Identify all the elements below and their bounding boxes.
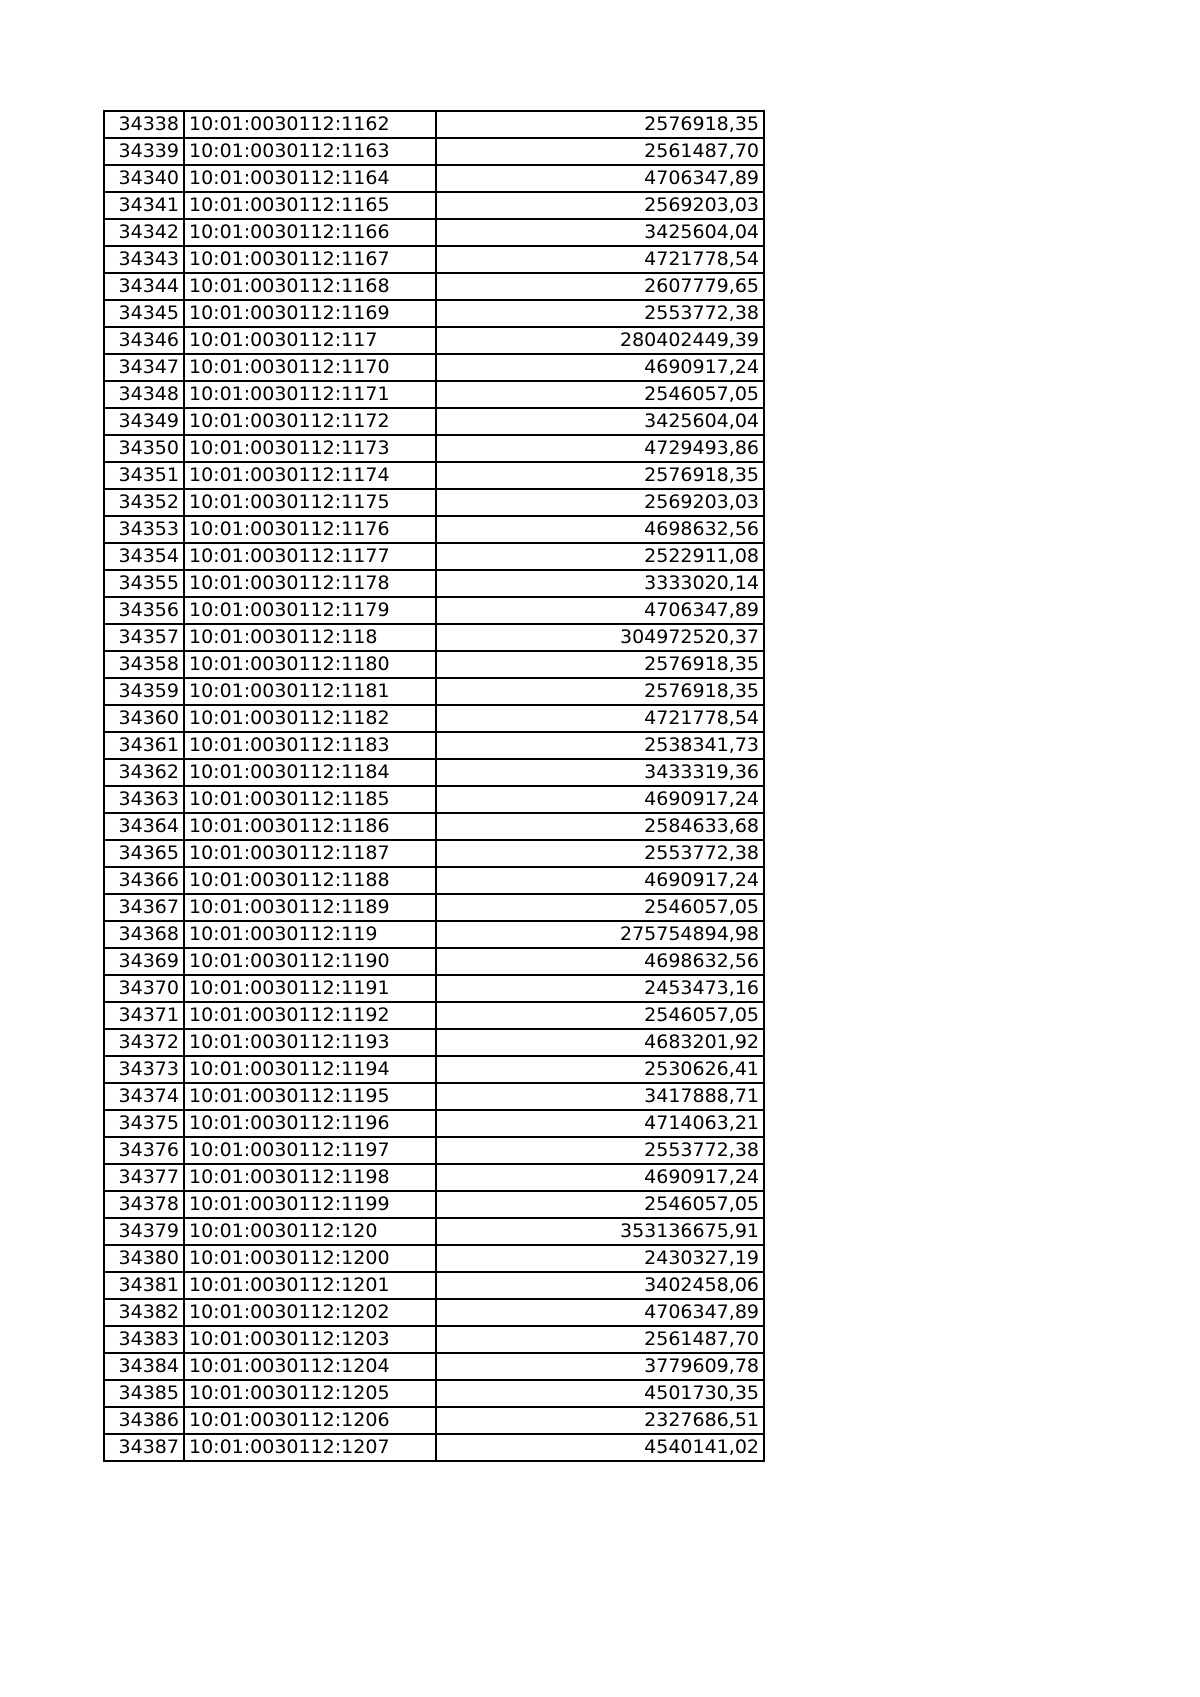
row-number-cell: 34342 (104, 219, 184, 246)
row-number-cell: 34364 (104, 813, 184, 840)
row-number-cell: 34363 (104, 786, 184, 813)
cadastral-value-cell: 3433319,36 (436, 759, 764, 786)
cadastral-number-cell: 10:01:0030112:1164 (184, 165, 436, 192)
row-number-cell: 34362 (104, 759, 184, 786)
cadastral-number-cell: 10:01:0030112:1193 (184, 1029, 436, 1056)
row-number-cell: 34354 (104, 543, 184, 570)
row-number-cell: 34385 (104, 1380, 184, 1407)
table-row (104, 138, 764, 165)
table-row (104, 246, 764, 273)
cadastral-number-cell: 10:01:0030112:1195 (184, 1083, 436, 1110)
cadastral-value-cell: 2546057,05 (436, 1191, 764, 1218)
cadastral-value-cell: 2538341,73 (436, 732, 764, 759)
table-row (104, 1191, 764, 1218)
cadastral-value-cell: 4540141,02 (436, 1434, 764, 1461)
cadastral-number-cell: 10:01:0030112:1198 (184, 1164, 436, 1191)
table-row (104, 894, 764, 921)
cadastral-value-cell: 2569203,03 (436, 489, 764, 516)
row-number-cell: 34379 (104, 1218, 184, 1245)
table-row (104, 678, 764, 705)
row-number-cell: 34346 (104, 327, 184, 354)
cadastral-value-cell: 4714063,21 (436, 1110, 764, 1137)
table-row (104, 597, 764, 624)
table-row (104, 732, 764, 759)
cadastral-number-cell: 10:01:0030112:117 (184, 327, 436, 354)
table-row (104, 435, 764, 462)
table-row (104, 1326, 764, 1353)
row-number-cell: 34344 (104, 273, 184, 300)
table-row (104, 786, 764, 813)
row-number-cell: 34356 (104, 597, 184, 624)
cadastral-value-cell: 2561487,70 (436, 1326, 764, 1353)
table-row (104, 1299, 764, 1326)
cadastral-value-cell: 2553772,38 (436, 1137, 764, 1164)
cadastral-value-cell: 4706347,89 (436, 597, 764, 624)
cadastral-number-cell: 10:01:0030112:1188 (184, 867, 436, 894)
row-number-cell: 34387 (104, 1434, 184, 1461)
cadastral-number-cell: 10:01:0030112:1184 (184, 759, 436, 786)
cadastral-value-cell: 3402458,06 (436, 1272, 764, 1299)
cadastral-number-cell: 10:01:0030112:1191 (184, 975, 436, 1002)
cadastral-number-cell: 10:01:0030112:1206 (184, 1407, 436, 1434)
cadastral-value-cell: 4706347,89 (436, 1299, 764, 1326)
cadastral-number-cell: 10:01:0030112:1185 (184, 786, 436, 813)
cadastral-value-cell: 280402449,39 (436, 327, 764, 354)
row-number-cell: 34366 (104, 867, 184, 894)
table-row (104, 165, 764, 192)
cadastral-number-cell: 10:01:0030112:1177 (184, 543, 436, 570)
table-row (104, 219, 764, 246)
cadastral-number-cell: 10:01:0030112:1175 (184, 489, 436, 516)
cadastral-number-cell: 10:01:0030112:1179 (184, 597, 436, 624)
cadastral-value-cell: 4690917,24 (436, 354, 764, 381)
row-number-cell: 34339 (104, 138, 184, 165)
table-row (104, 111, 764, 138)
cadastral-value-cell: 4690917,24 (436, 786, 764, 813)
table-row (104, 516, 764, 543)
table-row (104, 1110, 764, 1137)
row-number-cell: 34351 (104, 462, 184, 489)
cadastral-value-cell: 2546057,05 (436, 894, 764, 921)
row-number-cell: 34380 (104, 1245, 184, 1272)
table-row (104, 1353, 764, 1380)
cadastral-number-cell: 10:01:0030112:1182 (184, 705, 436, 732)
row-number-cell: 34374 (104, 1083, 184, 1110)
cadastral-number-cell: 10:01:0030112:1202 (184, 1299, 436, 1326)
table-row (104, 381, 764, 408)
row-number-cell: 34369 (104, 948, 184, 975)
row-number-cell: 34378 (104, 1191, 184, 1218)
cadastral-number-cell: 10:01:0030112:1192 (184, 1002, 436, 1029)
row-number-cell: 34383 (104, 1326, 184, 1353)
table-row (104, 1137, 764, 1164)
row-number-cell: 34357 (104, 624, 184, 651)
cadastral-value-cell: 353136675,91 (436, 1218, 764, 1245)
cadastral-number-cell: 10:01:0030112:1170 (184, 354, 436, 381)
cadastral-number-cell: 10:01:0030112:1167 (184, 246, 436, 273)
row-number-cell: 34368 (104, 921, 184, 948)
row-number-cell: 34384 (104, 1353, 184, 1380)
cadastral-value-cell: 2607779,65 (436, 273, 764, 300)
cadastral-value-cell: 2453473,16 (436, 975, 764, 1002)
cadastral-number-cell: 10:01:0030112:1189 (184, 894, 436, 921)
cadastral-value-cell: 3333020,14 (436, 570, 764, 597)
cadastral-number-cell: 10:01:0030112:119 (184, 921, 436, 948)
row-number-cell: 34361 (104, 732, 184, 759)
row-number-cell: 34355 (104, 570, 184, 597)
row-number-cell: 34360 (104, 705, 184, 732)
row-number-cell: 34370 (104, 975, 184, 1002)
row-number-cell: 34343 (104, 246, 184, 273)
table-row (104, 1083, 764, 1110)
cadastral-value-cell: 2576918,35 (436, 111, 764, 138)
row-number-cell: 34341 (104, 192, 184, 219)
table-row (104, 948, 764, 975)
table-row (104, 489, 764, 516)
cadastral-value-cell: 4698632,56 (436, 948, 764, 975)
table-row (104, 1245, 764, 1272)
row-number-cell: 34372 (104, 1029, 184, 1056)
cadastral-number-cell: 10:01:0030112:1205 (184, 1380, 436, 1407)
row-number-cell: 34359 (104, 678, 184, 705)
row-number-cell: 34382 (104, 1299, 184, 1326)
cadastral-number-cell: 10:01:0030112:1196 (184, 1110, 436, 1137)
table-row (104, 1272, 764, 1299)
cadastral-value-cell: 2553772,38 (436, 840, 764, 867)
table-row (104, 867, 764, 894)
cadastral-value-cell: 2553772,38 (436, 300, 764, 327)
cadastral-value-cell: 3425604,04 (436, 408, 764, 435)
row-number-cell: 34375 (104, 1110, 184, 1137)
row-number-cell: 34373 (104, 1056, 184, 1083)
table-row (104, 354, 764, 381)
row-number-cell: 34353 (104, 516, 184, 543)
table-row (104, 921, 764, 948)
table-row (104, 759, 764, 786)
cadastral-number-cell: 10:01:0030112:118 (184, 624, 436, 651)
cadastral-number-cell: 10:01:0030112:1194 (184, 1056, 436, 1083)
cadastral-number-cell: 10:01:0030112:1180 (184, 651, 436, 678)
row-number-cell: 34348 (104, 381, 184, 408)
cadastral-number-cell: 10:01:0030112:1165 (184, 192, 436, 219)
row-number-cell: 34352 (104, 489, 184, 516)
cadastral-number-cell: 10:01:0030112:1190 (184, 948, 436, 975)
cadastral-number-cell: 10:01:0030112:1186 (184, 813, 436, 840)
row-number-cell: 34350 (104, 435, 184, 462)
cadastral-number-cell: 10:01:0030112:1207 (184, 1434, 436, 1461)
cadastral-value-cell: 3425604,04 (436, 219, 764, 246)
cadastral-value-cell: 4683201,92 (436, 1029, 764, 1056)
cadastral-number-cell: 10:01:0030112:1176 (184, 516, 436, 543)
cadastral-value-cell: 2530626,41 (436, 1056, 764, 1083)
cadastral-number-cell: 10:01:0030112:1168 (184, 273, 436, 300)
table-row (104, 1434, 764, 1461)
table-body (104, 111, 764, 1461)
cadastral-value-cell: 2430327,19 (436, 1245, 764, 1272)
cadastral-number-cell: 10:01:0030112:1163 (184, 138, 436, 165)
cadastral-value-cell: 2561487,70 (436, 138, 764, 165)
table-row (104, 408, 764, 435)
table-row (104, 1407, 764, 1434)
table-row (104, 840, 764, 867)
cadastral-number-cell: 10:01:0030112:1203 (184, 1326, 436, 1353)
cadastral-value-cell: 2327686,51 (436, 1407, 764, 1434)
cadastral-value-cell: 4690917,24 (436, 1164, 764, 1191)
cadastral-value-cell: 2576918,35 (436, 651, 764, 678)
cadastral-number-cell: 10:01:0030112:1201 (184, 1272, 436, 1299)
cadastral-value-cell: 2522911,08 (436, 543, 764, 570)
cadastral-value-cell: 2569203,03 (436, 192, 764, 219)
cadastral-value-cell: 4729493,86 (436, 435, 764, 462)
table-row (104, 570, 764, 597)
row-number-cell: 34347 (104, 354, 184, 381)
cadastral-value-cell: 2546057,05 (436, 381, 764, 408)
table-row (104, 624, 764, 651)
table-row (104, 975, 764, 1002)
table-row (104, 462, 764, 489)
row-number-cell: 34349 (104, 408, 184, 435)
cadastral-number-cell: 10:01:0030112:1200 (184, 1245, 436, 1272)
table-row (104, 327, 764, 354)
row-number-cell: 34345 (104, 300, 184, 327)
row-number-cell: 34367 (104, 894, 184, 921)
row-number-cell: 34377 (104, 1164, 184, 1191)
cadastral-value-cell: 4690917,24 (436, 867, 764, 894)
table-row (104, 813, 764, 840)
row-number-cell: 34386 (104, 1407, 184, 1434)
cadastral-value-cell: 2576918,35 (436, 462, 764, 489)
cadastral-number-cell: 10:01:0030112:1183 (184, 732, 436, 759)
row-number-cell: 34376 (104, 1137, 184, 1164)
cadastral-value-cell: 2584633,68 (436, 813, 764, 840)
cadastral-number-cell: 10:01:0030112:1204 (184, 1353, 436, 1380)
table-row (104, 1218, 764, 1245)
cadastral-number-cell: 10:01:0030112:120 (184, 1218, 436, 1245)
table-row (104, 192, 764, 219)
cadastral-number-cell: 10:01:0030112:1181 (184, 678, 436, 705)
cadastral-value-cell: 4706347,89 (436, 165, 764, 192)
cadastral-value-cell: 4501730,35 (436, 1380, 764, 1407)
row-number-cell: 34365 (104, 840, 184, 867)
cadastral-number-cell: 10:01:0030112:1199 (184, 1191, 436, 1218)
table-row (104, 651, 764, 678)
cadastral-value-cell: 304972520,37 (436, 624, 764, 651)
cadastral-number-cell: 10:01:0030112:1187 (184, 840, 436, 867)
cadastral-number-cell: 10:01:0030112:1171 (184, 381, 436, 408)
table-row (104, 543, 764, 570)
cadastral-value-table (103, 110, 765, 1462)
cadastral-value-cell: 4721778,54 (436, 705, 764, 732)
cadastral-number-cell: 10:01:0030112:1166 (184, 219, 436, 246)
cadastral-value-cell: 2546057,05 (436, 1002, 764, 1029)
table-row (104, 705, 764, 732)
cadastral-value-cell: 275754894,98 (436, 921, 764, 948)
cadastral-number-cell: 10:01:0030112:1174 (184, 462, 436, 489)
table-row (104, 1056, 764, 1083)
row-number-cell: 34340 (104, 165, 184, 192)
table-row (104, 1380, 764, 1407)
cadastral-number-cell: 10:01:0030112:1162 (184, 111, 436, 138)
cadastral-value-cell: 2576918,35 (436, 678, 764, 705)
cadastral-value-cell: 3779609,78 (436, 1353, 764, 1380)
cadastral-value-cell: 4721778,54 (436, 246, 764, 273)
cadastral-value-cell: 4698632,56 (436, 516, 764, 543)
row-number-cell: 34358 (104, 651, 184, 678)
cadastral-value-cell: 3417888,71 (436, 1083, 764, 1110)
table-row (104, 1002, 764, 1029)
cadastral-number-cell: 10:01:0030112:1173 (184, 435, 436, 462)
table-row (104, 1029, 764, 1056)
cadastral-number-cell: 10:01:0030112:1197 (184, 1137, 436, 1164)
table-row (104, 273, 764, 300)
row-number-cell: 34338 (104, 111, 184, 138)
cadastral-number-cell: 10:01:0030112:1178 (184, 570, 436, 597)
row-number-cell: 34371 (104, 1002, 184, 1029)
table-row (104, 1164, 764, 1191)
cadastral-number-cell: 10:01:0030112:1172 (184, 408, 436, 435)
row-number-cell: 34381 (104, 1272, 184, 1299)
table-row (104, 300, 764, 327)
cadastral-number-cell: 10:01:0030112:1169 (184, 300, 436, 327)
